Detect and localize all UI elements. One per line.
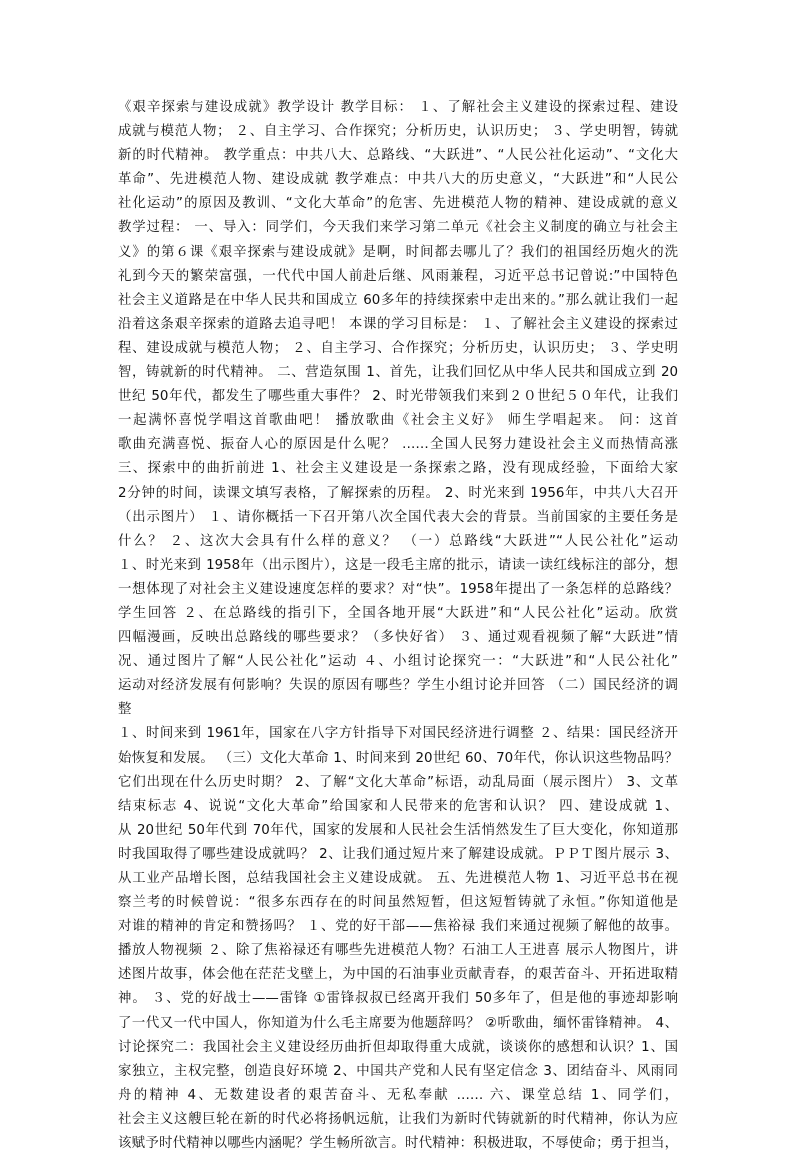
text-line: 对谁的精神的肯定和赞扬吗？ １、党的好干部——焦裕禄 我们来通过视频了解他的故事。: [118, 919, 678, 935]
text-line: 教学过程： 一、导入：同学们，今天我们来学习第二单元《社会主义制度的确立与社会主: [118, 220, 678, 236]
text-line: 智，铸就新的时代精神。 二、营造氛围 1、首先，让我们回忆从中华人民共和国成立到 20: [118, 365, 678, 381]
text-line: 整: [118, 702, 132, 718]
text-line: 社化运动”的原因及教训、“文化大革命”的危害、先进模范人物的精神、建设成就的意义: [118, 196, 678, 212]
text-line: 《艰辛探索与建设成就》教学设计 教学目标： １、了解社会主义建设的探索过程、建设: [118, 100, 678, 115]
text-line: 世纪 50年代，都发生了哪些重大事件？ 2、时光带领我们来到２０世纪５０年代，让我们: [118, 389, 678, 405]
text-line: 社会主义这艘巨轮在新的时代必将扬帆远航，让我们为新时代铸就新的时代精神，你认为应: [118, 1111, 678, 1127]
text-line: 从工业产品增长图，总结我国社会主义建设成就。 五、先进模范人物 1、习近平总书在视: [118, 871, 678, 886]
text-line: 礼到今天的繁荣富强，一代代中国人前赴后继、风雨兼程，习近平总书记曾说:”中国特色: [118, 268, 678, 284]
text-line: 2分钟的时间，读课文填写表格，了解探索的历程。 2、时光来到 1956年，中共八大召开: [118, 485, 678, 501]
text-line: 成就与模范人物； ２、自主学习、合作探究；分析历史，认识历史； ３、学史明智，铸就: [118, 124, 678, 140]
text-line: １、时间来到 1961年，国家在八字方针指导下对国民经济进行调整 ２、结果：国民经济开: [118, 726, 678, 742]
text-line: 歌曲充满喜悦、振奋人心的原因是什么呢？ ……全国人民努力建设社会主义而热情高涨: [118, 437, 678, 453]
text-line: 始恢复和发展。 （三）文化大革命 1、时间来到 20世纪 60、70年代，你认识这些物品吗？: [118, 750, 678, 766]
text-line: 新的时代精神。 教学重点：中共八大、总路线、“大跃进”、“人民公社化运动”、“文化大: [118, 148, 678, 164]
text-line: 革命”、先进模范人物、建设成就 教学难点：中共八大的历史意义，“大跃进”和“人民公: [118, 172, 678, 188]
text-line: 运动对经济发展有何影响？失误的原因有哪些？学生小组讨论并回答 （二）国民经济的调: [118, 678, 678, 694]
text-line: （出示图片） １、请你概括一下召开第八次全国代表大会的背景。当前国家的主要任务是: [118, 509, 678, 525]
text-line: 什么？ ２、这次大会具有什么样的意义？ （一）总路线“大跃进”“人民公社化”运动: [118, 533, 678, 549]
text-line: 时我国取得了哪些建设成就吗？ 2、让我们通过短片来了解建设成就。ＰＰＴ图片展示 3、: [118, 846, 678, 862]
text-line: 家独立，主权完整，创造良好环境 2、中国共产党和人民有坚定信念 3、团结奋斗、风雨同: [118, 1063, 678, 1079]
text-line: 四幅漫画，反映出总路线的哪些要求？（多快好省） ３、通过观看视频了解“大跃进”情: [118, 630, 678, 646]
text-line: 播放人物视频 ２、除了焦裕禄还有哪些先进模范人物？石油工人王进喜 展示人物图片，讲: [118, 943, 678, 959]
text-line: 三、探索中的曲折前进 1、社会主义建设是一条探索之路，没有现成经验，下面给大家: [118, 461, 678, 477]
text-line: 讨论探究二：我国社会主义建设经历曲折但却取得重大成就，谈谈你的感想和认识？1、国: [118, 1039, 678, 1055]
text-line: 社会主义道路是在中华人民共和国成立 60多年的持续探索中走出来的。”那么就让我们一起: [118, 292, 678, 308]
text-line: １、时光来到 1958年（出示图片），这是一段毛主席的批示，请读一读红线标注的部分，想: [118, 557, 678, 573]
text-line: 结束标志 4、说说“文化大革命”给国家和人民带来的危害和认识？ 四、建设成就 1、: [118, 798, 678, 814]
text-line: 舟的精神 4、无数建设者的艰苦奋斗、无私奉献 …… 六、课堂总结 1、同学们，: [118, 1087, 678, 1103]
text-line: 义》的第６课《艰辛探索与建设成就》是啊，时间都去哪儿了？我们的祖国经历炮火的洗: [118, 244, 678, 260]
text-line: 一起满怀喜悦学唱这首歌曲吧！ 播放歌曲《社会主义好》 师生学唱起来。 问：这首: [118, 413, 678, 429]
text-line: 学生回答 ２、在总路线的指引下，全国各地开展“大跃进”和“人民公社化”运动。欣赏: [118, 605, 678, 621]
text-line: 了一代又一代中国人，你知道为什么毛主席要为他题辞吗？ ②听歌曲，缅怀雷锋精神。 4、: [118, 1015, 678, 1031]
text-line: 况、通过图片了解“人民公社化”运动 ４、小组讨论探究一：“大跃进”和“人民公社化”: [118, 654, 678, 670]
text-line: 述图片故事，体会他在茫茫戈壁上，为中国的石油事业贡献青春，的艰苦奋斗、开拓进取精: [118, 967, 678, 983]
text-line: 察兰考的时候曾说：“很多东西存在的时间虽然短暂，但这短暂铸就了永恒。”你知道他是: [118, 895, 678, 911]
text-line: 它们出现在什么历史时期？ 2、了解“文化大革命”标语，动乱局面（展示图片） 3、文革: [118, 774, 678, 790]
text-line: 从 20世纪 50年代到 70年代，国家的发展和人民社会生活悄然发生了巨大变化，你知道那: [118, 822, 678, 838]
document-body: [118, 96, 678, 1156]
text-line: 神。 ３、党的好战士——雷锋 ①雷锋叔叔已经离开我们 50多年了，但是他的事迹却影响: [118, 991, 678, 1007]
text-line: 程、建设成就与模范人物； ２、自主学习、合作探究；分析历史，认识历史； ３、学史明: [118, 340, 678, 356]
text-line: 一想体现了对社会主义建设速度怎样的要求？对“快”。1958年提出了一条怎样的总路线？: [118, 581, 678, 597]
text-line: 该赋予时代精神以哪些内涵呢？学生畅所欲言。时代精神：积极进取，不辱使命；勇于担当，: [118, 1136, 678, 1152]
text-line: 沿着这条艰辛探索的道路去追寻吧！ 本课的学习目标是： １、了解社会主义建设的探索过: [118, 316, 678, 332]
